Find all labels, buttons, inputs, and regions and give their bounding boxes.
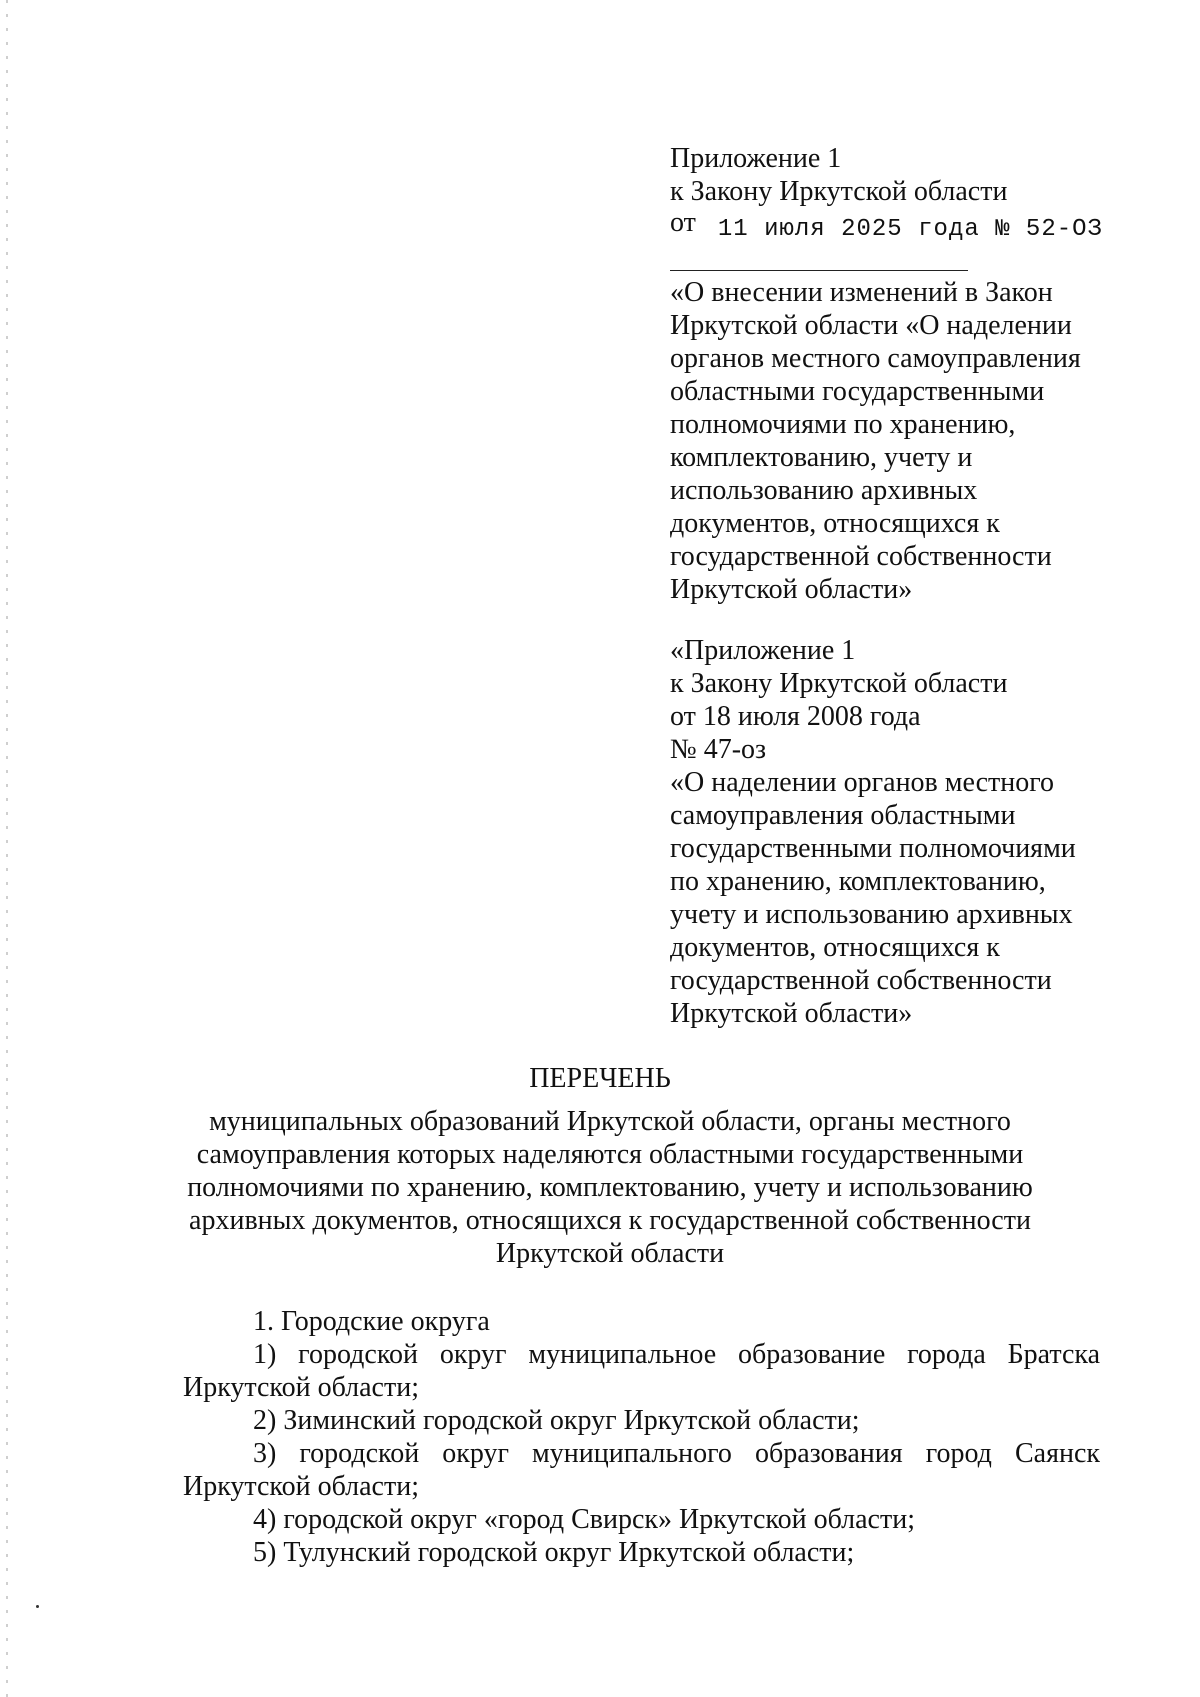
- list-item-3: 3) городской округ муниципального образования город Саянск: [253, 1438, 1100, 1469]
- orig-line: от 18 июля 2008 года: [670, 701, 921, 732]
- amending-law-title: [670, 276, 1130, 606]
- law-title-line: документов, относящихся к: [670, 508, 1000, 539]
- orig-line: Иркутской области»: [670, 998, 913, 1029]
- orig-line: самоуправления областными: [670, 800, 1016, 831]
- list-item-4: 4) городской округ «город Свирск» Иркутской области;: [253, 1504, 915, 1535]
- law-title-line: органов местного самоуправления: [670, 343, 1081, 374]
- subheading-line: самоуправления которых наделяются областными государственными: [196, 1139, 1024, 1170]
- municipality-list: [183, 1305, 1100, 1569]
- law-title-line: комплектованию, учету и: [670, 442, 973, 473]
- orig-line: учету и использованию архивных: [670, 899, 1073, 930]
- scan-speck: [36, 1605, 39, 1608]
- orig-line: государственной собственности: [670, 965, 1052, 996]
- scan-edge-marks: [6, 0, 8, 1697]
- subheading-line: архивных документов, относящихся к государственной собственности: [189, 1205, 1031, 1236]
- attachment-header: [670, 142, 1130, 246]
- law-title-line: Иркутской области»: [670, 574, 913, 605]
- law-title-line: «О внесении изменений в Закон: [670, 277, 1053, 308]
- law-title-line: использованию архивных: [670, 475, 978, 506]
- orig-line: государственными полномочиями: [670, 833, 1076, 864]
- law-title-line: Иркутской области «О наделении: [670, 310, 1072, 341]
- list-item-3-cont: Иркутской области;: [183, 1471, 419, 1502]
- attachment-line-1: Приложение 1: [670, 143, 842, 174]
- orig-line: «Приложение 1: [670, 635, 856, 666]
- attachment-line-2: к Закону Иркутской области: [670, 176, 1008, 207]
- orig-line: по хранению, комплектованию,: [670, 866, 1046, 897]
- original-attachment-header: [670, 634, 1130, 1030]
- document-heading: ПЕРЕЧЕНЬ: [529, 1063, 671, 1094]
- law-title-line: полномочиями по хранению,: [670, 409, 1016, 440]
- list-item-5: 5) Тулунский городской округ Иркутской области;: [253, 1537, 855, 1568]
- document-subheading: [150, 1105, 1070, 1270]
- orig-line: документов, относящихся к: [670, 932, 1000, 963]
- law-title-line: государственной собственности: [670, 541, 1052, 572]
- section-title: 1. Городские округа: [253, 1306, 490, 1337]
- orig-line: к Закону Иркутской области: [670, 668, 1008, 699]
- subheading-line: Иркутской области: [495, 1238, 725, 1269]
- subheading-line: полномочиями по хранению, комплектованию, учету и использованию: [187, 1172, 1033, 1203]
- list-item-1: 1) городской округ муниципальное образование города Братска: [253, 1339, 1100, 1370]
- list-item-2: 2) Зиминский городской округ Иркутской области;: [253, 1405, 860, 1436]
- signature-rule: [670, 270, 968, 271]
- law-title-line: областными государственными: [670, 376, 1045, 407]
- attachment-date-line: [670, 207, 1130, 246]
- orig-line: № 47-оз: [670, 734, 767, 765]
- date-prefix: от: [670, 207, 696, 238]
- orig-line: «О наделении органов местного: [670, 767, 1055, 798]
- list-item-1-cont: Иркутской области;: [183, 1372, 419, 1403]
- date-value: 11 июля 2025 года № 52-ОЗ: [717, 216, 1103, 243]
- subheading-line: муниципальных образований Иркутской области, органы местного: [209, 1106, 1011, 1137]
